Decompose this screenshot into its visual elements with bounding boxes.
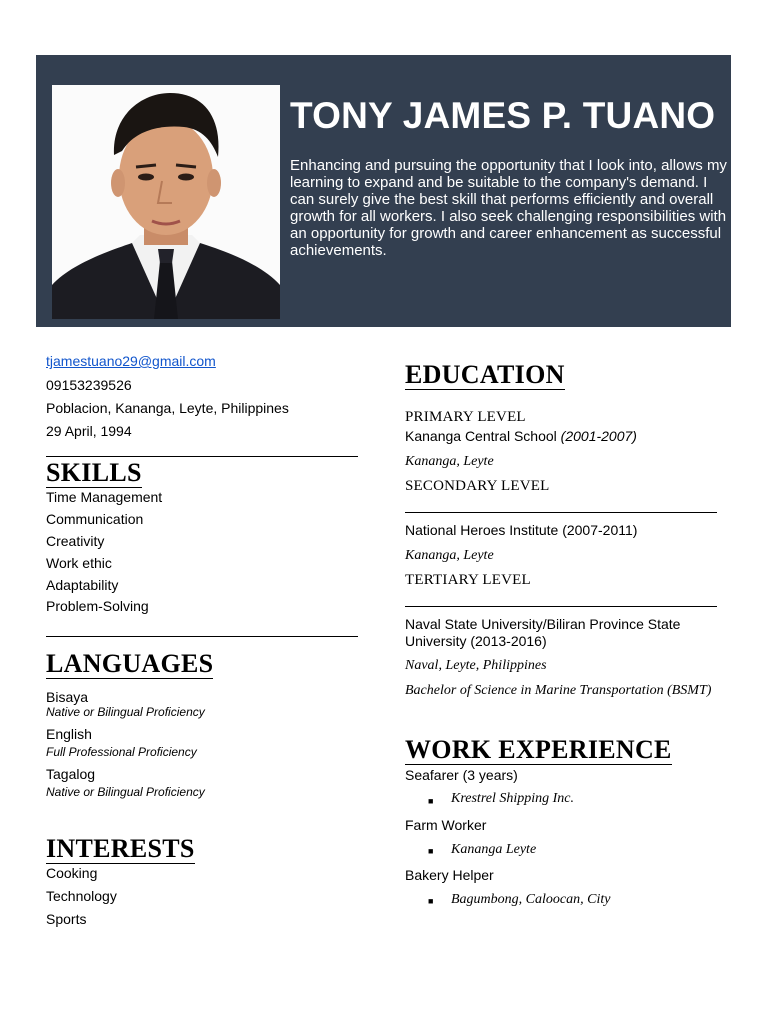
secondary-level-label: SECONDARY LEVEL	[405, 478, 550, 494]
job-employer: Kananga Leyte	[451, 842, 537, 857]
career-summary: Enhancing and pursuing the opportunity that I look into, allows my learning to expand and be suitable to the company's demand. I can surely give the best skill that performs efficiently and overall growth for all workers. I also seek challenging responsibilities with an opportunity for growth and career enhancement as successful achievements.	[290, 157, 727, 259]
phone-number: 09153239526	[46, 377, 132, 393]
language-level: Native or Bilingual Proficiency	[46, 785, 205, 799]
language-name: Bisaya	[46, 689, 89, 705]
language-name: English	[46, 726, 92, 742]
bullet-icon: ■	[428, 796, 434, 806]
candidate-name: TONY JAMES P. TUANO	[290, 95, 716, 136]
interests-heading: INTERESTS	[46, 834, 195, 863]
job-employer: Krestrel Shipping Inc.	[451, 791, 575, 806]
divider	[405, 512, 717, 513]
divider	[46, 636, 358, 637]
skills-heading: SKILLS	[46, 458, 142, 487]
job-role: Seafarer (3 years)	[405, 767, 518, 783]
divider	[405, 606, 717, 607]
skill-item: Creativity	[46, 533, 105, 549]
bullet-icon: ■	[428, 896, 434, 906]
divider	[46, 456, 358, 457]
job-role: Bakery Helper	[405, 867, 494, 883]
primary-school-years: (2001-2007)	[560, 428, 637, 444]
email-link[interactable]: tjamestuano29@gmail.com	[46, 353, 216, 369]
language-name: Tagalog	[46, 766, 96, 782]
degree: Bachelor of Science in Marine Transportation (BSMT)	[405, 683, 712, 698]
languages-heading: LANGUAGES	[46, 649, 214, 678]
education-section	[405, 361, 565, 390]
language-level: Full Professional Proficiency	[46, 745, 197, 759]
job-employer: Bagumbong, Caloocan, City	[451, 892, 611, 907]
languages-section	[46, 650, 213, 679]
skills-section	[46, 459, 142, 488]
bullet-icon: ■	[428, 846, 434, 856]
interest-item: Sports	[46, 911, 87, 927]
skill-item: Communication	[46, 511, 144, 527]
language-level: Native or Bilingual Proficiency	[46, 705, 205, 719]
job-role: Farm Worker	[405, 817, 487, 833]
interests-section	[46, 835, 195, 864]
work-experience-section	[405, 736, 672, 765]
secondary-school: National Heroes Institute (2007-2011)	[405, 522, 638, 538]
work-experience-heading: WORK EXPERIENCE	[405, 735, 672, 764]
interest-item: Technology	[46, 888, 117, 904]
tertiary-level-label: TERTIARY LEVEL	[405, 572, 531, 588]
birthdate: 29 April, 1994	[46, 423, 132, 439]
address: Poblacion, Kananga, Leyte, Philippines	[46, 400, 289, 416]
skill-item: Problem-Solving	[46, 598, 149, 614]
secondary-school-location: Kananga, Leyte	[405, 548, 494, 563]
tertiary-school: Naval State University/Biliran Province State University (2013-2016)	[405, 616, 681, 649]
primary-school-location: Kananga, Leyte	[405, 454, 494, 469]
tertiary-school-location: Naval, Leyte, Philippines	[405, 658, 547, 673]
primary-level-label: PRIMARY LEVEL	[405, 409, 526, 425]
interest-item: Cooking	[46, 865, 98, 881]
education-heading: EDUCATION	[405, 360, 565, 389]
skill-item: Adaptability	[46, 577, 119, 593]
profile-photo	[52, 85, 280, 319]
primary-school-name: Kananga Central School	[405, 428, 557, 444]
primary-school	[405, 428, 637, 445]
skill-item: Time Management	[46, 489, 163, 505]
skill-item: Work ethic	[46, 555, 112, 571]
profile-photo-portrait	[52, 85, 280, 319]
